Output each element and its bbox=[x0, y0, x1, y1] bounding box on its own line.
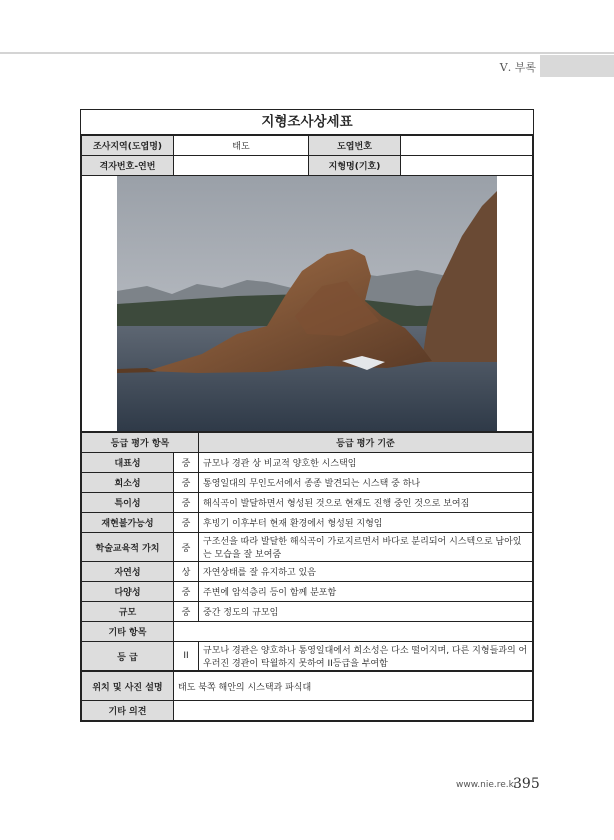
location-text: 태도 북쪽 해안의 시스택과 파식대 bbox=[174, 672, 533, 701]
eval-item-header: 등급 평가 항목 bbox=[82, 433, 199, 453]
row-item: 규모 bbox=[82, 602, 174, 622]
location-table bbox=[81, 671, 533, 721]
section-tab bbox=[540, 55, 614, 77]
overall-grade-label: 등 급 bbox=[82, 642, 174, 671]
row-grade: 중 bbox=[174, 602, 199, 622]
landform-name-label: 지형명(기호) bbox=[309, 156, 401, 176]
photo-cell bbox=[82, 176, 533, 432]
overall-grade-text: 규모나 경관은 양호하나 통영일대에서 희소성은 다소 떨어지며, 다른 지형들과의 어우러진 경관이 탁월하지 못하여 II등급을 부여함 bbox=[199, 642, 533, 671]
row-grade: 중 bbox=[174, 582, 199, 602]
row-item: 희소성 bbox=[82, 473, 174, 493]
row-grade: 중 bbox=[174, 513, 199, 533]
row-grade: 상 bbox=[174, 562, 199, 582]
row-item: 기타 항목 bbox=[82, 622, 174, 642]
meta-table bbox=[81, 135, 533, 432]
other-opinion-label: 기타 의견 bbox=[82, 701, 174, 721]
row-criteria: 중간 정도의 규모임 bbox=[199, 602, 533, 622]
row-item: 특이성 bbox=[82, 493, 174, 513]
sea-stack-photo bbox=[117, 176, 497, 431]
other-opinion-text bbox=[174, 701, 533, 721]
footer-url: www.nie.re.kr bbox=[456, 780, 518, 790]
grid-label: 격자번호-연번 bbox=[82, 156, 174, 176]
row-item: 대표성 bbox=[82, 453, 174, 473]
survey-sheet bbox=[80, 109, 534, 722]
row-criteria: 규모나 경관 상 비교적 양호한 시스택임 bbox=[199, 453, 533, 473]
row-criteria: 통영일대의 무인도서에서 종종 발견되는 시스택 중 하나 bbox=[199, 473, 533, 493]
row-item: 다양성 bbox=[82, 582, 174, 602]
eval-criteria-header: 등급 평가 기준 bbox=[199, 433, 533, 453]
section-label: Ⅴ. 부록 bbox=[499, 61, 536, 74]
row-criteria bbox=[174, 622, 533, 642]
row-item: 자연성 bbox=[82, 562, 174, 582]
landform-name-value bbox=[401, 156, 533, 176]
location-label: 위치 및 사진 설명 bbox=[82, 672, 174, 701]
region-value: 태도 bbox=[174, 136, 309, 156]
row-criteria: 구조선을 따라 발달한 해식곡이 가로지르면서 바다로 분리되어 시스텍으로 남아있는 모습을 잘 보여줌 bbox=[199, 533, 533, 562]
row-grade: 중 bbox=[174, 533, 199, 562]
row-item: 학술교육적 가치 bbox=[82, 533, 174, 562]
row-criteria: 후빙기 이후부터 현재 환경에서 형성된 지형임 bbox=[199, 513, 533, 533]
row-grade: 중 bbox=[174, 493, 199, 513]
row-grade: 중 bbox=[174, 453, 199, 473]
map-number-value bbox=[401, 136, 533, 156]
row-item: 재현불가능성 bbox=[82, 513, 174, 533]
row-grade: 중 bbox=[174, 473, 199, 493]
row-criteria: 주변에 암석층리 등이 함께 분포함 bbox=[199, 582, 533, 602]
grid-value bbox=[174, 156, 309, 176]
top-rule bbox=[0, 52, 614, 54]
row-criteria: 자연상태를 잘 유지하고 있음 bbox=[199, 562, 533, 582]
region-label: 조사지역(도엽명) bbox=[82, 136, 174, 156]
overall-grade: II bbox=[174, 642, 199, 671]
evaluation-table bbox=[81, 432, 533, 671]
page-number: 395 bbox=[513, 776, 540, 792]
sheet-title: 지형조사상세표 bbox=[81, 110, 533, 135]
row-criteria: 해식곡이 발달하면서 형성된 것으로 현재도 진행 중인 것으로 보여짐 bbox=[199, 493, 533, 513]
map-number-label: 도엽번호 bbox=[309, 136, 401, 156]
